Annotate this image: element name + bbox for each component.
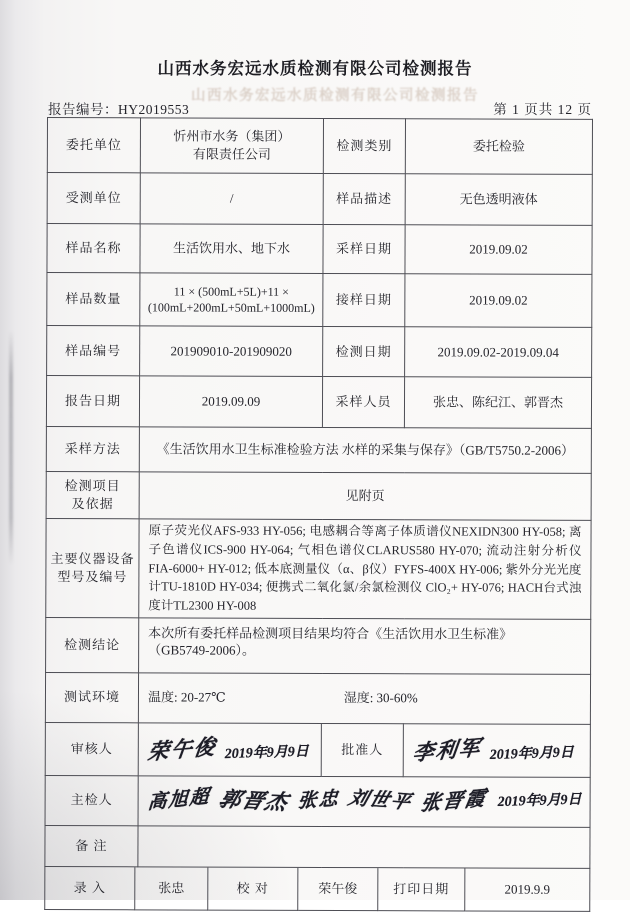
entry-value: 张忠 — [135, 867, 208, 910]
test-date-label: 检测日期 — [323, 326, 405, 376]
receiving-date-label: 接样日期 — [323, 273, 405, 326]
test-items-label: 检测项目 及依据 — [46, 471, 139, 518]
sample-quantity-value: 11 × (500mL+5L)+11 × (100mL+200mL+50mL+1000mL) — [140, 273, 323, 327]
report-main-table — [44, 117, 593, 869]
entry-label: 录 入 — [45, 867, 135, 910]
report-meta-row — [48, 98, 592, 118]
instruments-value: 原子荧光仪AFS-933 HY-056; 电感耦合等离子体质谱仪NEXIDN300 HY-058; 离子色谱仪ICS-900 HY-064; 气相色谱仪CLARUS580 HY-070; 流动注射分析仪FIA-6000+ HY-012; 低本底测量仪（α、β仪）FYFS-400X HY-006; 紫外分光光度计TU-1810D HY-034; 便携式二氧化氯/余氯检测仪 ClO₂+ HY-076; HACH台式浊度计TL2300 HY-008 — [139, 519, 591, 619]
bleedthrough-ghost-title: 山西水务宏远水质检测有限公司检测报告 — [191, 88, 479, 104]
sample-id-value: 201909010-201909020 — [140, 326, 323, 377]
row-environment — [45, 672, 590, 724]
temperature-value: 温度: 20-27℃ — [147, 689, 226, 706]
report-footer-table — [44, 867, 590, 912]
sampling-method-label: 采样方法 — [46, 426, 139, 471]
tested-unit-value: / — [140, 173, 323, 225]
sample-id-label: 样品编号 — [47, 326, 140, 376]
report-number — [48, 98, 189, 118]
environment-value — [138, 673, 590, 725]
inspector-signature-5: 张晋霞 — [418, 787, 489, 816]
inspector-signature-1: 高旭超 — [147, 786, 212, 815]
reviewer-label: 审核人 — [45, 722, 138, 775]
approver-signature: 李利军 — [411, 734, 484, 766]
report-number-label: 报告编号： — [48, 102, 118, 117]
row-conclusion — [46, 617, 591, 674]
report-date-value: 2019.09.09 — [139, 376, 322, 428]
test-category-value: 委托检验 — [405, 119, 592, 175]
inspector-signature-2: 郭晋杰 — [216, 787, 293, 815]
report-date-label: 报告日期 — [46, 376, 139, 427]
row-test-items — [46, 471, 591, 520]
inspectors-date-handwritten: 2019年9月9日 — [497, 792, 582, 810]
conclusion-value: 本次所有委托样品检测项目结果均符合《生活饮用水卫生标准》 （GB5749-2006）。 — [139, 618, 591, 675]
page-number: 第 1 页共 12 页 — [493, 102, 592, 117]
conclusion-label: 检测结论 — [46, 617, 139, 672]
sample-description-value: 无色透明液体 — [405, 174, 592, 226]
remarks-value — [138, 826, 590, 869]
chief-inspector-signatures — [148, 786, 581, 816]
print-date-value: 2019.9.9 — [465, 868, 590, 911]
row-reviewer — [45, 722, 590, 777]
client-value: 忻州市水务（集团） 有限责任公司 — [140, 118, 323, 174]
receiving-date-value: 2019.09.02 — [405, 274, 592, 328]
client-label: 委托单位 — [47, 118, 140, 173]
inspector-signature-4: 刘世平 — [345, 788, 415, 814]
sampling-date-label: 采样日期 — [323, 224, 405, 273]
environment-values — [148, 689, 581, 708]
reviewer-signature: 荣午俊 — [146, 733, 219, 765]
approver-signature-cell — [403, 723, 590, 777]
inspector-signature-3: 张忠 — [296, 788, 341, 813]
test-category-label: 检测类别 — [323, 118, 405, 173]
row-chief-inspectors — [45, 775, 590, 827]
environment-label: 测试环境 — [45, 672, 138, 722]
proofread-value: 荣午俊 — [298, 868, 378, 911]
reviewer-signature-cell — [138, 723, 321, 777]
row-tested-unit — [47, 173, 592, 226]
sample-name-value: 生活饮用水、地下水 — [140, 224, 323, 274]
row-sample-name — [47, 224, 592, 275]
approver-label: 批准人 — [321, 723, 403, 776]
chief-inspector-signature-cell — [138, 776, 590, 828]
sample-name-label: 样品名称 — [47, 224, 140, 273]
report-number-value: HY2019553 — [118, 102, 190, 117]
scan-streak-artifact — [9, 330, 13, 565]
sampling-date-value: 2019.09.02 — [405, 225, 592, 275]
row-report-date — [46, 376, 591, 429]
remarks-label: 备 注 — [45, 825, 138, 866]
test-items-value: 见附页 — [139, 472, 591, 521]
row-client — [47, 118, 592, 175]
instruments-label: 主要仪器设备 型号及编号 — [46, 518, 139, 617]
test-date-value: 2019.09.02-2019.09.04 — [405, 327, 592, 378]
reviewer-date-handwritten: 2019年9月9日 — [224, 744, 309, 762]
row-sampling-method — [46, 426, 591, 473]
approver-date-handwritten: 2019年9月9日 — [489, 744, 574, 763]
proofread-label: 校 对 — [208, 867, 298, 910]
sample-quantity-label: 样品数量 — [47, 273, 140, 326]
row-sample-quantity — [47, 273, 592, 328]
print-date-label: 打印日期 — [378, 868, 465, 911]
sampling-staff-label: 采样人员 — [322, 376, 404, 427]
report-table — [44, 117, 592, 912]
chief-inspector-label: 主检人 — [45, 775, 138, 825]
row-sample-id — [47, 326, 592, 378]
humidity-value: 湿度: 30-60% — [343, 690, 418, 706]
sampling-method-value: 《生活饮用水卫生标准检验方法 水样的采集与保存》（GB/T5750.2-2006） — [139, 427, 591, 474]
report-title: 山西水务宏远水质检测有限公司检测报告 — [157, 60, 473, 78]
sample-description-label: 样品描述 — [323, 173, 405, 224]
row-entry — [45, 867, 590, 911]
sampling-staff-value: 张忠、陈纪江、郭晋杰 — [404, 377, 591, 429]
row-remarks — [45, 825, 590, 868]
tested-unit-label: 受测单位 — [47, 173, 140, 224]
row-instruments — [46, 518, 591, 619]
